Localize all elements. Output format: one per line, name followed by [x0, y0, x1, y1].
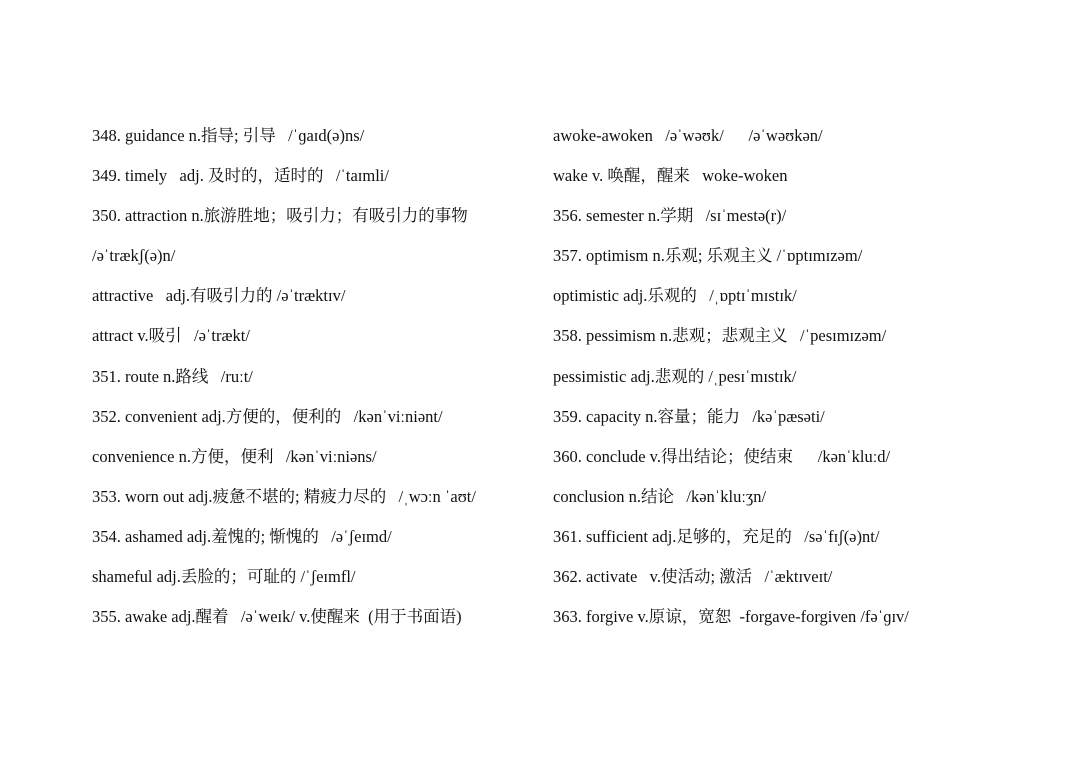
vocab-column-right [553, 121, 993, 642]
vocab-line: 360. conclude v.得出结论；使结束 /kənˈkluːd/ [553, 446, 891, 466]
vocab-line: shameful adj.丢脸的；可耻的 /ˈʃeɪmfl/ [92, 567, 356, 587]
vocab-line: 353. worn out adj.疲惫不堪的; 精疲力尽的 /ˌwɔːn ˈaʊt/ [92, 486, 476, 506]
vocab-line: 357. optimism n.乐观; 乐观主义 /ˈɒptɪmɪzəm/ [553, 246, 863, 266]
vocab-line: 356. semester n.学期 /sɪˈmestə(r)/ [553, 206, 787, 226]
vocab-line: conclusion n.结论 /kənˈkluːʒn/ [553, 486, 767, 506]
vocab-line: wake v. 唤醒，醒来 woke-woken [553, 166, 788, 186]
vocab-line: 348. guidance n.指导; 引导 /ˈɡaɪd(ə)ns/ [92, 126, 365, 145]
vocab-line: 355. awake adj.醒着 /əˈweɪk/ v.使醒来 (用于书面语) [92, 607, 462, 627]
vocab-line: 351. route n.路线 /ruːt/ [92, 366, 253, 386]
vocab-line: 363. forgive v.原谅，宽恕 -forgave-forgiven /fəˈɡɪv/ [553, 607, 909, 627]
vocab-line: convenience n.方便，便利 /kənˈviːniəns/ [92, 446, 377, 466]
vocab-line: attract v.吸引 /əˈtrækt/ [92, 326, 250, 346]
vocab-line: awoke-awoken /əˈwəʊk/ /əˈwəʊkən/ [553, 126, 823, 145]
vocab-line: optimistic adj.乐观的 /ˌɒptɪˈmɪstɪk/ [553, 286, 797, 306]
vocab-line: 359. capacity n.容量；能力 /kəˈpæsəti/ [553, 406, 825, 426]
vocab-line: 362. activate v.使活动; 激活 /ˈæktɪveɪt/ [553, 567, 833, 587]
vocab-line: attractive adj.有吸引力的 /əˈtræktɪv/ [92, 286, 346, 306]
vocab-line: /əˈtrækʃ(ə)n/ [92, 246, 176, 266]
vocab-line: 361. sufficient adj.足够的，充足的 /səˈfɪʃ(ə)nt/ [553, 526, 880, 546]
vocab-line: 352. convenient adj.方便的，便利的 /kənˈviːniənt/ [92, 406, 443, 426]
vocab-column-left [92, 121, 542, 642]
vocab-line: 350. attraction n.旅游胜地；吸引力；有吸引力的事物 [92, 206, 468, 226]
vocab-line: pessimistic adj.悲观的 /ˌpesɪˈmɪstɪk/ [553, 366, 797, 386]
vocab-line: 358. pessimism n.悲观；悲观主义 /ˈpesɪmɪzəm/ [553, 326, 887, 346]
vocab-line: 354. ashamed adj.羞愧的; 惭愧的 /əˈʃeɪmd/ [92, 526, 392, 546]
vocab-line: 349. timely adj. 及时的，适时的 /ˈtaɪmli/ [92, 166, 389, 186]
